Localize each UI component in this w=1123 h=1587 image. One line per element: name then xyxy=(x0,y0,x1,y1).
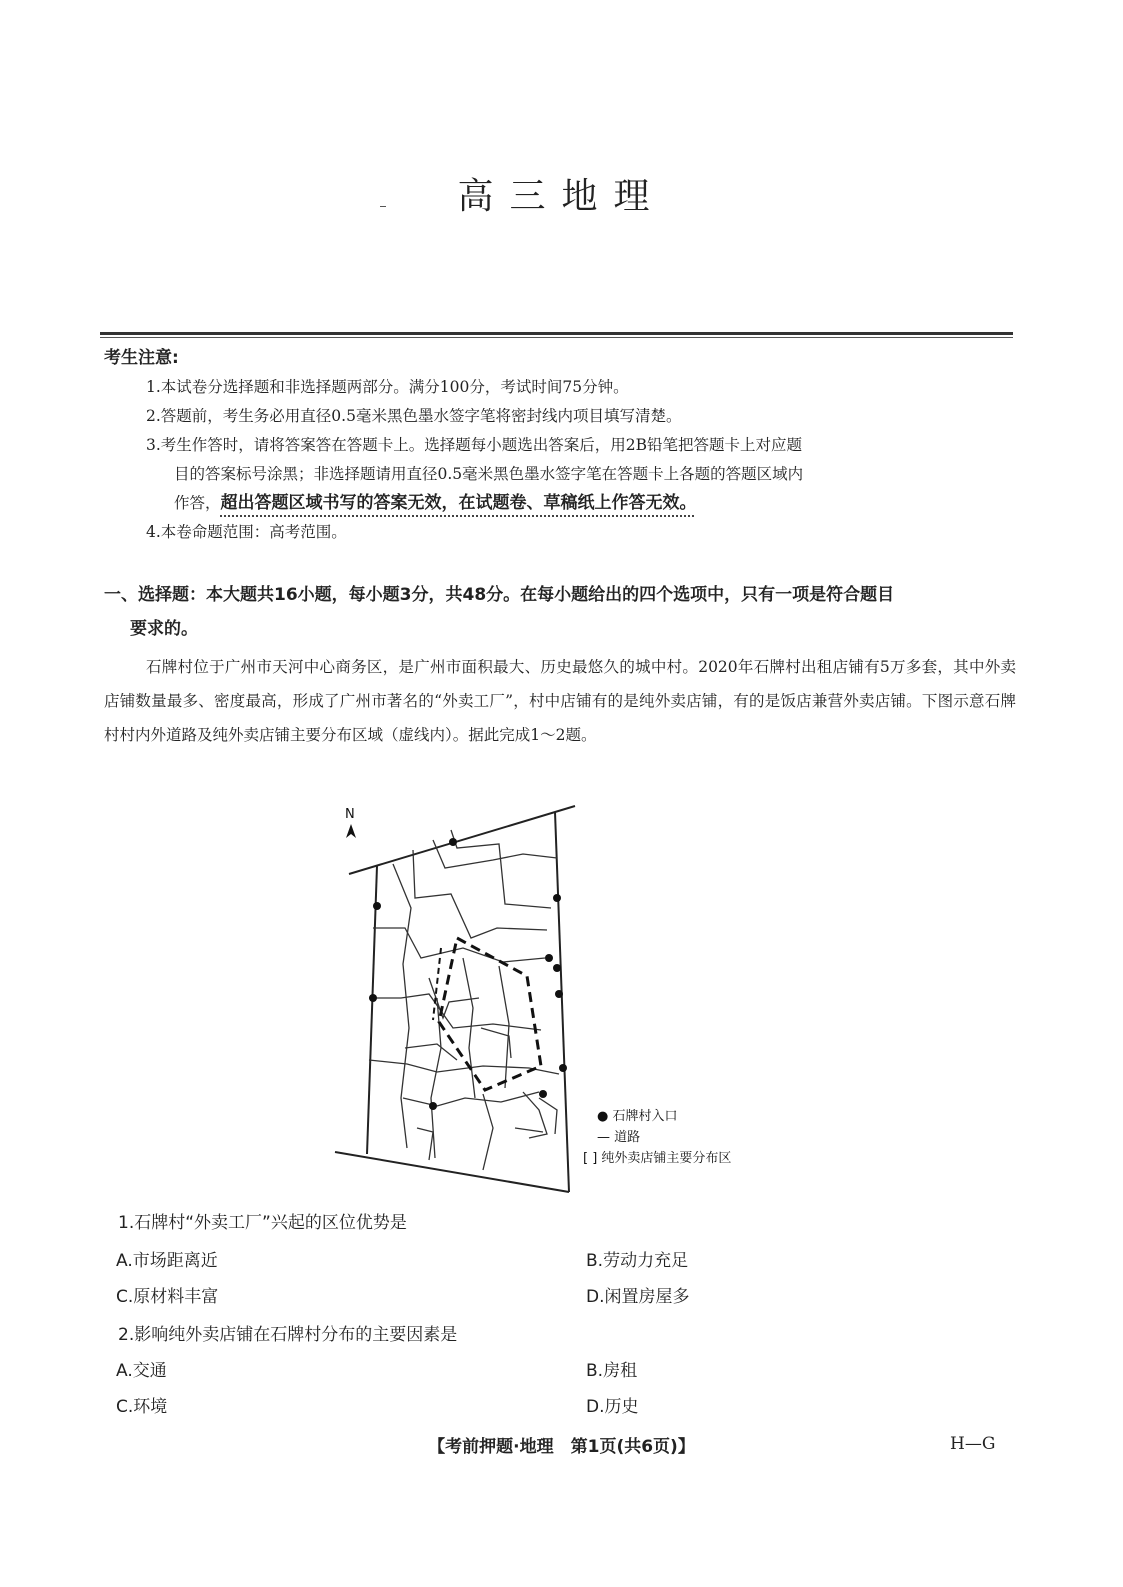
notice-emphasis: 超出答题区域书写的答案无效，在试题卷、草稿纸上作答无效。 xyxy=(220,493,697,513)
notice-title: 考生注意: xyxy=(104,348,179,368)
legend-takeout-area: [ ] 纯外卖店铺主要分布区 xyxy=(583,1151,732,1166)
legend-road: — 道路 xyxy=(597,1130,641,1145)
footer-code: H—G xyxy=(950,1434,996,1454)
q1-option-d: D.闲置房屋多 xyxy=(586,1287,690,1307)
passage: 石牌村位于广州市天河中心商务区，是广州市面积最大、历史最悠久的城中村。2020年石牌村出租店铺有5万多套，其中外卖店铺数量最多、密度最高，形成了广州市著名的“外卖工厂”，村中店铺有的是纯外卖店铺，有的是饭店兼营外卖店铺。下图示意石牌村村内外道路及纯外卖店铺主要分布区域（虚线内）。据此完成1～2题。 xyxy=(104,658,1016,744)
q2-option-a: A.交通 xyxy=(116,1361,167,1381)
road-east xyxy=(555,812,569,1192)
legend-entrance: ● 石牌村入口 xyxy=(597,1109,678,1124)
page-title: 高三地理 xyxy=(457,176,666,217)
road-south xyxy=(335,1152,569,1192)
q2-option-d: D.历史 xyxy=(586,1397,639,1417)
question-2-stem: 2.影响纯外卖店铺在石牌村分布的主要因素是 xyxy=(118,1325,458,1345)
notice-block xyxy=(104,344,1014,547)
notice-item-3-cont: 目的答案标号涂黑；非选择题请用直径0.5毫米黑色墨水签字笔在答题卡上各题的答题区域内 xyxy=(174,465,804,483)
q1-option-b: B.劳动力充足 xyxy=(586,1251,689,1271)
question-1-stem: 1.石牌村“外卖工厂”兴起的区位优势是 xyxy=(118,1213,407,1233)
section-heading-line2: 要求的。 xyxy=(130,619,198,639)
divider-thin xyxy=(100,337,1013,338)
takeout-area-boundary xyxy=(439,938,541,1090)
notice-item-3-prefix: 作答， xyxy=(174,494,221,512)
q2-option-c: C.环境 xyxy=(116,1397,168,1417)
notice-item-1: 1.本试卷分选择题和非选择题两部分。满分100分，考试时间75分钟。 xyxy=(146,378,629,396)
q2-option-b: B.房租 xyxy=(586,1361,638,1381)
notice-item-4: 4.本卷命题范围：高考范围。 xyxy=(146,523,347,541)
notice-item-3: 3.考生作答时，请将答案答在答题卡上。选择题每小题选出答案后，用2B铅笔把答题卡上对应题 xyxy=(146,436,803,454)
notice-item-3-end xyxy=(104,489,1014,518)
north-arrow-icon xyxy=(346,824,356,838)
north-label: N xyxy=(345,807,355,822)
q1-option-c: C.原材料丰富 xyxy=(116,1287,219,1307)
divider-thick xyxy=(100,332,1013,335)
notice-item-2: 2.答题前，考生务必用直径0.5毫米黑色墨水签字笔将密封线内项目填写清楚。 xyxy=(146,407,682,425)
footer-page-info: 【考前押题·地理 第1页(共6页)】 xyxy=(428,1437,695,1457)
road-north xyxy=(349,806,575,874)
q1-option-a: A.市场距离近 xyxy=(116,1251,218,1271)
road-map xyxy=(333,798,795,1198)
section-heading xyxy=(104,578,1016,646)
section-heading-line1: 一、选择题：本大题共16小题，每小题3分，共48分。在每小题给出的四个选项中，只有一项是符合题目 xyxy=(104,585,895,605)
